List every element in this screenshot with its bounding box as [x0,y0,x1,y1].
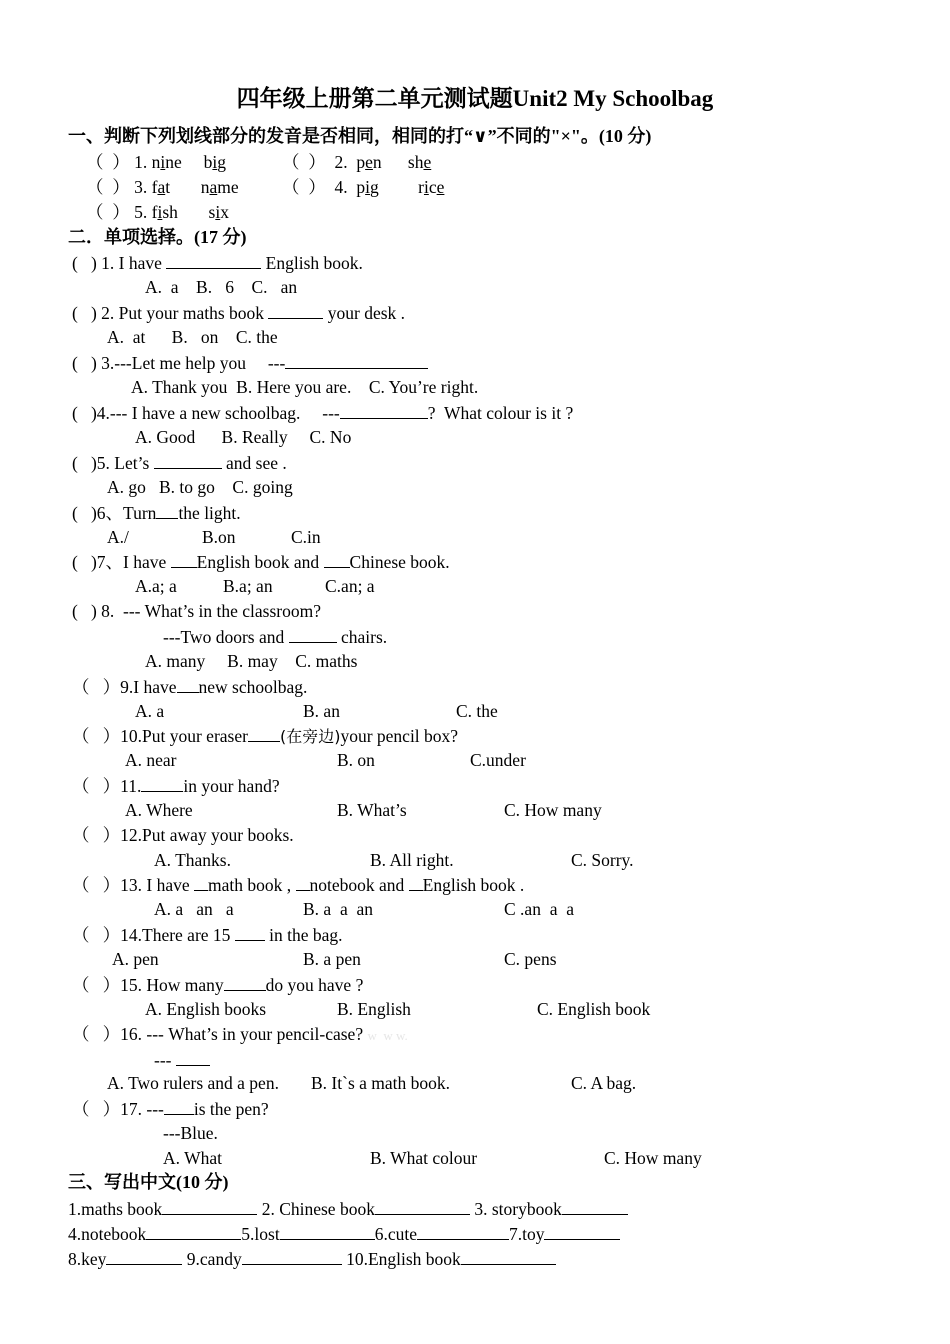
s3-blank-2[interactable] [375,1196,470,1215]
q4-options: A. Good B. Really C. No [135,427,352,447]
q14-blank[interactable] [235,922,265,941]
s3-blank-10[interactable] [461,1246,556,1265]
q15-option-c: C. English book [537,999,651,1019]
q11: （ ）11. in your hand? [72,773,280,798]
q15-option-b: B. English [337,999,411,1019]
q2-blank[interactable] [268,300,323,319]
q12-option-a: A. Thanks. [154,850,231,870]
section1-heading: 一、判断下列划线部分的发音是否相同，相同的打“∨”不同的"×"。(10 分) [68,126,652,146]
q15: （ ）15. How many do you have ? [72,972,363,997]
q13-option-b: B. a a an [303,899,373,919]
q1-blank[interactable] [166,250,261,269]
q17-option-b: B. What colour [370,1148,478,1168]
s3-blank-7[interactable] [544,1221,620,1240]
q15-blank[interactable] [224,972,266,991]
q7-blank-1[interactable] [171,549,197,568]
q6-option-b: B.on [202,527,236,547]
s1-item-3: （ ） 3. fat name [86,177,239,197]
s1-item-2: （ ） 2. pen she [282,152,432,172]
q16-option-c: C. A bag. [571,1073,637,1093]
q13-option-c: C .an a a [504,899,574,919]
q4: ( )4.--- I have a new schoolbag. --- ? What colour is it ? [72,400,573,425]
q8-blank[interactable] [289,624,337,643]
q11-option-c: C. How many [504,800,602,820]
q5: ( )5. Let’s and see . [72,450,287,475]
watermark-text: w w w. [367,1028,408,1043]
s3-row-3: 8.key 9.candy 10.English book [68,1246,556,1271]
s3-blank-6[interactable] [417,1221,509,1240]
q17-answer: ---Blue. [163,1123,218,1143]
q16: （ ）16. --- What’s in your pencil-case? w w w. [72,1024,408,1044]
q11-option-a: A. Where [125,800,193,820]
q15-option-a: A. English books [145,999,267,1019]
q11-option-b: B. What’s [337,800,407,820]
q5-options: A. go B. to go C. going [107,477,293,497]
q10-option-b: B. on [337,750,375,770]
q17-blank[interactable] [164,1096,194,1115]
q10-option-c: C.under [470,750,526,770]
s3-blank-4[interactable] [146,1221,241,1240]
q13-blank-1[interactable] [194,872,208,891]
answer-paren[interactable]: （ ） [86,177,130,197]
s1-item-5: （ ） 5. fish six [86,202,229,222]
q14-option-b: B. a pen [303,949,361,969]
section2-heading: 二．单项选择。(17 分) [68,227,247,247]
q12-option-c: C. Sorry. [571,850,634,870]
q14-option-c: C. pens [504,949,557,969]
q12-option-b: B. All right. [370,850,454,870]
s3-blank-1[interactable] [162,1196,257,1215]
s3-blank-8[interactable] [106,1246,182,1265]
q9-option-c: C. the [456,701,498,721]
q10: （ ）10.Put your eraser (在旁边)your pencil box? [72,723,458,749]
q17-option-c: C. How many [604,1148,702,1168]
q3-blank[interactable] [285,350,428,369]
answer-paren[interactable]: （ ） [282,177,326,197]
s3-row-2: 4.notebook 5.lost 6.cute 7.toy [68,1221,620,1246]
q2: ( ) 2. Put your maths book your desk . [72,300,405,325]
q9-option-b: B. an [303,701,340,721]
page-title: 四年级上册第二单元测试题Unit2 My Schoolbag [236,86,714,111]
s3-row-1: 1.maths book 2. Chinese book 3. storybook [68,1196,628,1221]
q9-option-a: A. a [135,701,165,721]
q4-blank[interactable] [340,400,428,419]
q1-options: A. a B. 6 C. an [145,277,298,297]
q5-blank[interactable] [154,450,222,469]
q7: ( )7、I have English book and Chinese book. [72,549,450,574]
q17: （ ）17. --- is the pen? [72,1096,269,1121]
answer-paren[interactable]: （ ） [86,202,130,222]
q8-options: A. many B. may C. maths [145,651,358,671]
s1-item-1: （ ） 1. nine big [86,152,227,172]
q16-option-b: B. It`s a math book. [311,1073,451,1093]
q7-option-b: B.a; an [223,576,273,596]
q3: ( ) 3.---Let me help you --- [72,350,428,375]
section3-heading: 三、写出中文(10 分) [68,1172,229,1192]
q7-blank-2[interactable] [324,549,350,568]
q17-option-a: A. What [163,1148,222,1168]
q1: ( ) 1. I have English book. [72,250,363,275]
q7-option-c: C.an; a [325,576,375,596]
q9-blank[interactable] [177,674,199,693]
q13-blank-3[interactable] [409,872,423,891]
q14-option-a: A. pen [112,949,159,969]
q6-blank[interactable] [156,500,178,519]
answer-paren[interactable]: （ ） [282,152,326,172]
q6: ( )6、Turn the light. [72,500,241,525]
q13-blank-2[interactable] [296,872,310,891]
s1-item-4: （ ） 4. pig rice [282,177,445,197]
q16-line2: --- [154,1047,210,1072]
q13-option-a: A. a an a [154,899,234,919]
q16-blank[interactable] [176,1047,210,1066]
q13: （ ）13. I have math book , notebook and English book . [72,872,524,897]
q9: （ ）9.I have new schoolbag. [72,674,307,699]
q14: （ ）14.There are 15 in the bag. [72,922,343,947]
q6-option-a: A./ [107,527,129,547]
q7-option-a: A.a; a [135,576,177,596]
s3-blank-5[interactable] [280,1221,375,1240]
answer-paren[interactable]: （ ） [86,152,130,172]
q8: ( ) 8. --- What’s in the classroom? [72,601,321,621]
q3-options: A. Thank you B. Here you are. C. You’re right. [131,377,479,397]
q11-blank[interactable] [141,773,183,792]
s3-blank-9[interactable] [242,1246,342,1265]
q2-options: A. at B. on C. the [107,327,278,347]
s3-blank-3[interactable] [562,1196,628,1215]
q8-line2: ---Two doors and chairs. [163,624,387,649]
q6-option-c: C.in [291,527,321,547]
q12: （ ）12.Put away your books. [72,825,294,845]
q16-option-a: A. Two rulers and a pen. [107,1073,279,1093]
q10-option-a: A. near [125,750,177,770]
q10-blank[interactable] [248,723,280,742]
